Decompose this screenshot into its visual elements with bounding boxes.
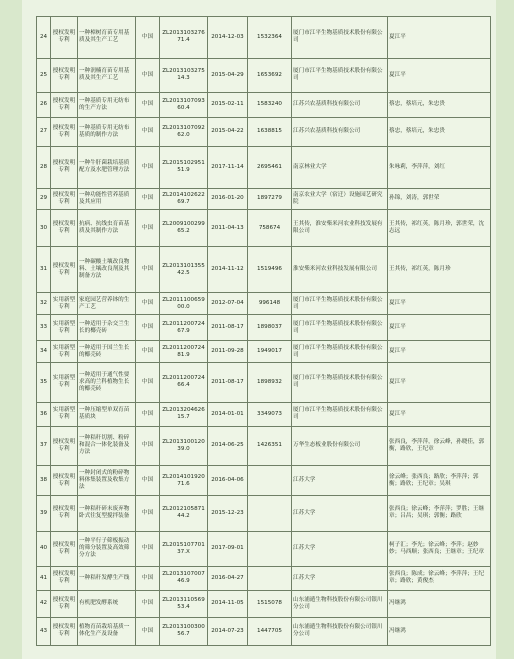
row-number: 33 bbox=[37, 315, 51, 341]
inventors-cell: 朱咏莉，李萍萍，刘红 bbox=[388, 146, 491, 188]
inventors-cell: 夏江平 bbox=[388, 315, 491, 341]
certificate-number-cell: 1515078 bbox=[248, 590, 292, 617]
patentee-cell: 江苏大学 bbox=[292, 566, 388, 590]
certificate-number-cell: 1447705 bbox=[248, 617, 292, 645]
row-number: 28 bbox=[37, 146, 51, 188]
patentee-cell: 南京农业大学（宿迁）设施园艺研究院 bbox=[292, 188, 388, 210]
table-row bbox=[37, 293, 491, 315]
table-row bbox=[37, 466, 491, 496]
patent-number-cell: ZL200910029965.2 bbox=[160, 210, 208, 246]
grant-date-cell: 2014-11-05 bbox=[208, 590, 248, 617]
patentee-cell: 厦门市江平生物基质技术股份有限公司 bbox=[292, 341, 388, 363]
row-number: 26 bbox=[37, 92, 51, 117]
patent-name-cell: 一种适用于国兰生长的椰壳砖 bbox=[78, 341, 136, 363]
table-row bbox=[37, 146, 491, 188]
patent-number-cell: ZL201310135542.5 bbox=[160, 246, 208, 293]
inventors-cell: 张西良；陈成；徐云峰；李萍萍；王纪章；路欣；黄俊杰 bbox=[388, 566, 491, 590]
table-row bbox=[37, 496, 491, 531]
patent-name-cell: 一种秸秆发酵生产线 bbox=[78, 566, 136, 590]
grant-date-cell: 2016-04-27 bbox=[208, 566, 248, 590]
certificate-number-cell: 1653692 bbox=[248, 58, 292, 92]
certificate-number-cell: 3349073 bbox=[248, 402, 292, 426]
patentee-cell: 山东浦遁生物科技股份有限公司银川分公司 bbox=[292, 590, 388, 617]
grant-date-cell: 2016-04-06 bbox=[208, 466, 248, 496]
row-number: 30 bbox=[37, 210, 51, 246]
table-row bbox=[37, 188, 491, 210]
patent-number-cell: ZL201310709360.4 bbox=[160, 92, 208, 117]
table-row bbox=[37, 315, 491, 341]
grant-date-cell: 2014-01-01 bbox=[208, 402, 248, 426]
patent-type-cell: 授权发明专利 bbox=[51, 426, 78, 466]
patent-number-cell: ZL201320462615.7 bbox=[160, 402, 208, 426]
table-row bbox=[37, 210, 491, 246]
patent-type-cell: 实用新型专利 bbox=[51, 293, 78, 315]
inventors-cell: 蔡忠，蔡培元，朱忠贵 bbox=[388, 117, 491, 146]
table-row bbox=[37, 566, 491, 590]
certificate-number-cell: 1519496 bbox=[248, 246, 292, 293]
table-row bbox=[37, 590, 491, 617]
patentee-cell: 江苏大学 bbox=[292, 496, 388, 531]
patent-number-cell: ZL201410262269.7 bbox=[160, 188, 208, 210]
country-cell: 中国 bbox=[136, 210, 160, 246]
patent-type-cell: 实用新型专利 bbox=[51, 341, 78, 363]
table-row bbox=[37, 531, 491, 566]
row-number: 27 bbox=[37, 117, 51, 146]
certificate-number-cell: 1898037 bbox=[248, 315, 292, 341]
row-number: 36 bbox=[37, 402, 51, 426]
patentee-cell: 厦门市江平生物基质技术股份有限公司 bbox=[292, 363, 388, 403]
patentee-cell: 南京林业大学 bbox=[292, 146, 388, 188]
row-number: 37 bbox=[37, 426, 51, 466]
table-row bbox=[37, 117, 491, 146]
patent-type-cell: 授权发明专利 bbox=[51, 210, 78, 246]
row-number: 34 bbox=[37, 341, 51, 363]
patent-type-cell: 授权发明专利 bbox=[51, 17, 78, 59]
certificate-number-cell: 996148 bbox=[248, 293, 292, 315]
country-cell: 中国 bbox=[136, 402, 160, 426]
row-number: 29 bbox=[37, 188, 51, 210]
patent-name-cell: 一种平行子筛板振动的筛分装置及高效筛分方法 bbox=[78, 531, 136, 566]
row-number: 43 bbox=[37, 617, 51, 645]
grant-date-cell: 2014-12-03 bbox=[208, 17, 248, 59]
row-number: 32 bbox=[37, 293, 51, 315]
grant-date-cell: 2017-09-01 bbox=[208, 531, 248, 566]
table-row bbox=[37, 426, 491, 466]
country-cell: 中国 bbox=[136, 246, 160, 293]
certificate-number-cell bbox=[248, 531, 292, 566]
patent-name-cell: 一种秸秆碎末废弃物卧式往复型搅拌装备 bbox=[78, 496, 136, 531]
patent-name-cell: 一种基质专用无纺布的生产方法 bbox=[78, 92, 136, 117]
row-number: 39 bbox=[37, 496, 51, 531]
patentee-cell: 万华生态板业股份有限公司 bbox=[292, 426, 388, 466]
inventors-cell: 冯继鸿 bbox=[388, 590, 491, 617]
patent-name-cell: 一种润楠育苗专用基质及其生产工艺 bbox=[78, 58, 136, 92]
patent-type-cell: 授权发明专利 bbox=[51, 617, 78, 645]
country-cell: 中国 bbox=[136, 92, 160, 117]
certificate-number-cell: 1638815 bbox=[248, 117, 292, 146]
grant-date-cell: 2012-07-04 bbox=[208, 293, 248, 315]
patent-type-cell: 授权发明专利 bbox=[51, 246, 78, 293]
certificate-number-cell bbox=[248, 566, 292, 590]
patent-number-cell: ZL201210587144.2 bbox=[160, 496, 208, 531]
inventors-cell: 冯继鸿 bbox=[388, 617, 491, 645]
inventors-cell: 孙锦，刘涛，郭世荣 bbox=[388, 188, 491, 210]
patentee-cell: 厦门市江平生物基质技术股份有限公司 bbox=[292, 58, 388, 92]
patent-name-cell: 一种封闭式的粉碎物料体集装置及收集方法 bbox=[78, 466, 136, 496]
inventors-cell: 张西良；徐云峰；李萍萍；罗胜；王继章；吕昌；吴琪；郭衡；路欣 bbox=[388, 496, 491, 531]
grant-date-cell: 2014-07-23 bbox=[208, 617, 248, 645]
country-cell: 中国 bbox=[136, 426, 160, 466]
certificate-number-cell: 1897279 bbox=[248, 188, 292, 210]
patent-type-cell: 授权发明专利 bbox=[51, 590, 78, 617]
patent-number-cell: ZL201310709262.0 bbox=[160, 117, 208, 146]
patent-number-cell: ZL201310327514.3 bbox=[160, 58, 208, 92]
table-row bbox=[37, 341, 491, 363]
country-cell: 中国 bbox=[136, 590, 160, 617]
inventors-cell: 王其传，祁红英，陈月珍 bbox=[388, 246, 491, 293]
patent-name-cell: 一种压缩型单双育苗基质块 bbox=[78, 402, 136, 426]
patent-number-cell: ZL201310030056.7 bbox=[160, 617, 208, 645]
grant-date-cell: 2011-08-17 bbox=[208, 315, 248, 341]
patent-type-cell: 实用新型专利 bbox=[51, 315, 78, 341]
country-cell: 中国 bbox=[136, 466, 160, 496]
certificate-number-cell: 758674 bbox=[248, 210, 292, 246]
patentee-cell: 山东浦遁生物科技股份有限公司银川分公司 bbox=[292, 617, 388, 645]
patent-number-cell: ZL201310012039.0 bbox=[160, 426, 208, 466]
inventors-cell: 柯子汇；李光；徐云峰；李萍；赵妙妙；马西顺；张西良；王继章；王纪章 bbox=[388, 531, 491, 566]
inventors-cell: 夏江平 bbox=[388, 293, 491, 315]
page-margin-right bbox=[496, 0, 514, 659]
patent-number-cell: ZL201510770137.X bbox=[160, 531, 208, 566]
patent-type-cell: 授权发明专利 bbox=[51, 496, 78, 531]
inventors-cell: 夏江平 bbox=[388, 58, 491, 92]
country-cell: 中国 bbox=[136, 617, 160, 645]
country-cell: 中国 bbox=[136, 58, 160, 92]
row-number: 25 bbox=[37, 58, 51, 92]
table-row bbox=[37, 617, 491, 645]
row-number: 31 bbox=[37, 246, 51, 293]
table-row bbox=[37, 246, 491, 293]
patent-type-cell: 授权发明专利 bbox=[51, 566, 78, 590]
patent-name-cell: 抗病、抗线虫育苗基质及其制作方法 bbox=[78, 210, 136, 246]
inventors-cell: 夏江平 bbox=[388, 341, 491, 363]
patentee-cell: 江苏兴农基质科技有限公司 bbox=[292, 92, 388, 117]
patent-name-cell: 一种牛肝菌栽培基质配方及水肥管理方法 bbox=[78, 146, 136, 188]
country-cell: 中国 bbox=[136, 341, 160, 363]
patent-name-cell: 一种基质专用无纺布基质的制作方法 bbox=[78, 117, 136, 146]
country-cell: 中国 bbox=[136, 566, 160, 590]
patent-table bbox=[36, 16, 491, 646]
grant-date-cell: 2015-04-22 bbox=[208, 117, 248, 146]
patent-number-cell: ZL201120072467.9 bbox=[160, 315, 208, 341]
patentee-cell: 厦门市江平生物基质技术股份有限公司 bbox=[292, 17, 388, 59]
table-row bbox=[37, 402, 491, 426]
patent-type-cell: 授权发明专利 bbox=[51, 531, 78, 566]
certificate-number-cell: 1898932 bbox=[248, 363, 292, 403]
grant-date-cell: 2016-01-20 bbox=[208, 188, 248, 210]
patent-name-cell: 一种适用于杂交兰生长的椰壳砖 bbox=[78, 315, 136, 341]
country-cell: 中国 bbox=[136, 146, 160, 188]
certificate-number-cell bbox=[248, 466, 292, 496]
inventors-cell: 徐云峰；张西良；路欣；李萍萍；郭衡；路欣；王纪章；吴琪 bbox=[388, 466, 491, 496]
patent-name-cell: 家庭园艺营养钵的生产工艺 bbox=[78, 293, 136, 315]
patent-name-cell: 一种碳酸土壤改良物料、土壤改良剂及其制备方法 bbox=[78, 246, 136, 293]
patentee-cell: 厦门市江平生物基质技术股份有限公司 bbox=[292, 315, 388, 341]
table-row bbox=[37, 363, 491, 403]
inventors-cell: 蔡忠，蔡培元，朱忠贵 bbox=[388, 92, 491, 117]
inventors-cell: 张西良，李萍萍，徐云峰，孙晓佳，郭衡，路欣，王纪章 bbox=[388, 426, 491, 466]
patent-type-cell: 授权发明专利 bbox=[51, 58, 78, 92]
country-cell: 中国 bbox=[136, 531, 160, 566]
row-number: 35 bbox=[37, 363, 51, 403]
patent-name-cell: 一种秸秆切割、粉碎和混合一体化装备及方法 bbox=[78, 426, 136, 466]
patent-number-cell: ZL201311056953.4 bbox=[160, 590, 208, 617]
patent-number-cell: ZL201120072466.4 bbox=[160, 363, 208, 403]
grant-date-cell: 2011-09-28 bbox=[208, 341, 248, 363]
row-number: 38 bbox=[37, 466, 51, 496]
certificate-number-cell: 1949017 bbox=[248, 341, 292, 363]
grant-date-cell: 2011-04-13 bbox=[208, 210, 248, 246]
patent-type-cell: 授权发明专利 bbox=[51, 466, 78, 496]
patent-name-cell: 一种樟树育苗专用基质及其生产工艺 bbox=[78, 17, 136, 59]
inventors-cell: 夏江平 bbox=[388, 363, 491, 403]
table-row bbox=[37, 92, 491, 117]
country-cell: 中国 bbox=[136, 496, 160, 531]
table-row bbox=[37, 58, 491, 92]
patent-number-cell: ZL201310327671.4 bbox=[160, 17, 208, 59]
grant-date-cell: 2011-08-17 bbox=[208, 363, 248, 403]
certificate-number-cell bbox=[248, 496, 292, 531]
table-row bbox=[37, 17, 491, 59]
patentee-cell: 淮安柴米河农业科技发展有限公司 bbox=[292, 246, 388, 293]
patent-type-cell: 授权发明专利 bbox=[51, 117, 78, 146]
patent-number-cell: ZL201410192071.6 bbox=[160, 466, 208, 496]
patent-number-cell: ZL201510295151.9 bbox=[160, 146, 208, 188]
grant-date-cell: 2014-11-12 bbox=[208, 246, 248, 293]
patent-name-cell: 一种适用于通气性要求高的兰科植物生长的椰壳砖 bbox=[78, 363, 136, 403]
row-number: 41 bbox=[37, 566, 51, 590]
inventors-cell: 王其传，祁红英，陈月珍，郭世荣，沈志远 bbox=[388, 210, 491, 246]
patent-table-body bbox=[37, 17, 491, 646]
certificate-number-cell: 1532364 bbox=[248, 17, 292, 59]
patent-number-cell: ZL201310700746.9 bbox=[160, 566, 208, 590]
patentee-cell: 厦门市江平生物基质技术股份有限公司 bbox=[292, 402, 388, 426]
inventors-cell: 夏江平 bbox=[388, 17, 491, 59]
row-number: 42 bbox=[37, 590, 51, 617]
page-margin-left bbox=[0, 0, 22, 659]
row-number: 40 bbox=[37, 531, 51, 566]
certificate-number-cell: 1583240 bbox=[248, 92, 292, 117]
patent-type-cell: 实用新型专利 bbox=[51, 402, 78, 426]
patentee-cell: 江苏大学 bbox=[292, 531, 388, 566]
patentee-cell: 厦门市江平生物基质技术股份有限公司 bbox=[292, 293, 388, 315]
patentee-cell: 王其传，淮安柴米河农业科技发展有限公司 bbox=[292, 210, 388, 246]
country-cell: 中国 bbox=[136, 117, 160, 146]
grant-date-cell: 2014-06-25 bbox=[208, 426, 248, 466]
country-cell: 中国 bbox=[136, 17, 160, 59]
country-cell: 中国 bbox=[136, 363, 160, 403]
patent-name-cell: 有机肥发酵系统 bbox=[78, 590, 136, 617]
country-cell: 中国 bbox=[136, 293, 160, 315]
country-cell: 中国 bbox=[136, 315, 160, 341]
patent-name-cell: 一种功能性营养基质及其应用 bbox=[78, 188, 136, 210]
patent-type-cell: 授权发明专利 bbox=[51, 188, 78, 210]
row-number: 24 bbox=[37, 17, 51, 59]
patent-type-cell: 实用新型专利 bbox=[51, 363, 78, 403]
inventors-cell: 夏江平 bbox=[388, 402, 491, 426]
patentee-cell: 江苏兴农基质科技有限公司 bbox=[292, 117, 388, 146]
patent-type-cell: 授权发明专利 bbox=[51, 146, 78, 188]
grant-date-cell: 2015-04-29 bbox=[208, 58, 248, 92]
patentee-cell: 江苏大学 bbox=[292, 466, 388, 496]
patent-type-cell: 授权发明专利 bbox=[51, 92, 78, 117]
grant-date-cell: 2015-02-11 bbox=[208, 92, 248, 117]
patent-number-cell: ZL201120072481.9 bbox=[160, 341, 208, 363]
country-cell: 中国 bbox=[136, 188, 160, 210]
certificate-number-cell: 2695461 bbox=[248, 146, 292, 188]
patent-number-cell: ZL201110065900.0 bbox=[160, 293, 208, 315]
grant-date-cell: 2015-12-23 bbox=[208, 496, 248, 531]
certificate-number-cell: 1426351 bbox=[248, 426, 292, 466]
grant-date-cell: 2017-11-14 bbox=[208, 146, 248, 188]
patent-name-cell: 植物育苗栽培基质一体化生产及设备 bbox=[78, 617, 136, 645]
